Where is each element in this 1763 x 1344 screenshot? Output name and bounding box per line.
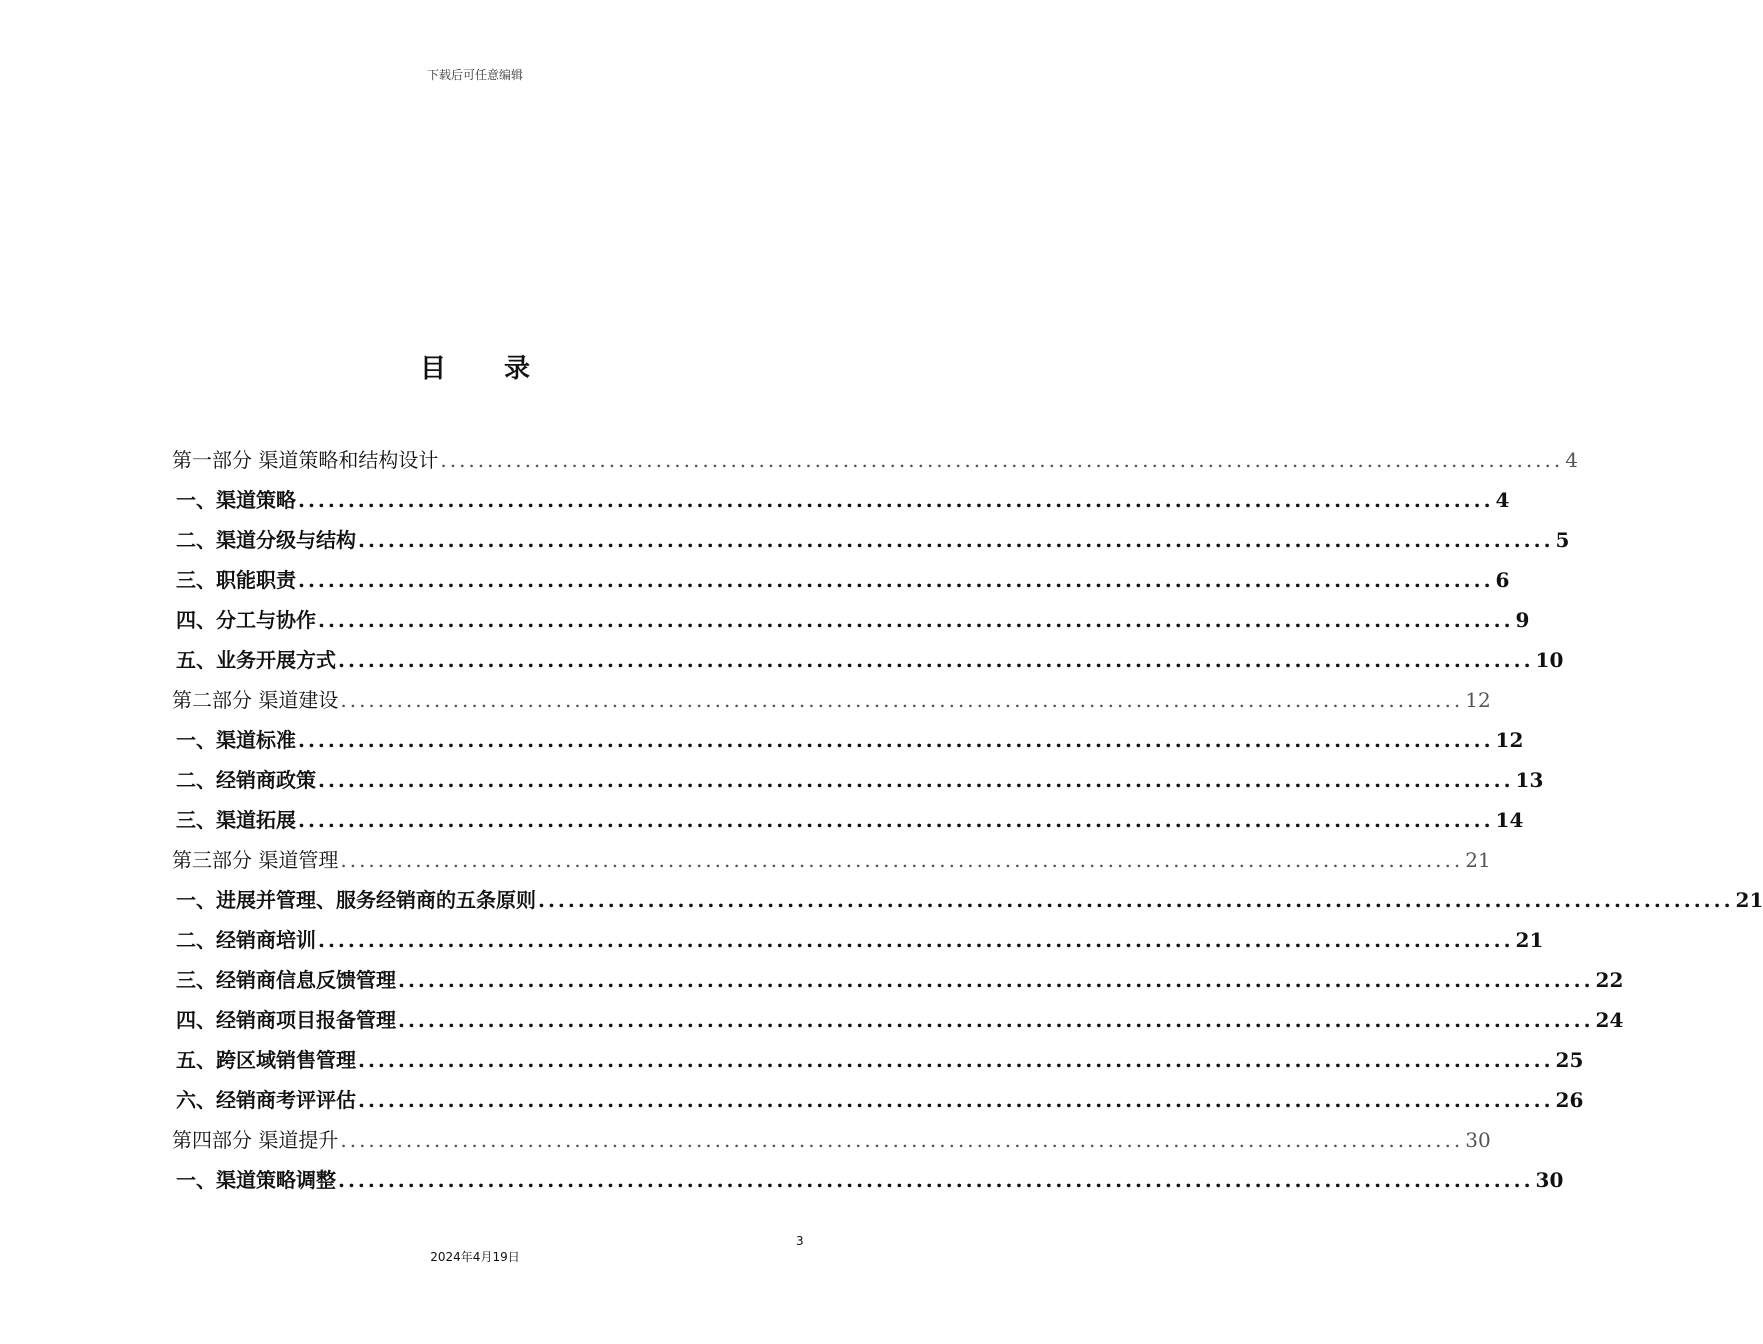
toc-entry-label: 四、分工与协作: [176, 608, 316, 632]
toc-leader-dots: ........................................................................................................................: [298, 568, 1494, 592]
toc-leader-dots: ........................................................................................................................: [298, 808, 1494, 832]
toc-section-entry[interactable]: [172, 880, 1763, 920]
toc-entry-page: 14: [1495, 808, 1524, 832]
toc-leader-dots: ........................................................................................................................: [398, 968, 1594, 992]
toc-entry-label: 一、渠道标准: [176, 728, 296, 752]
toc-entry-label: 一、渠道策略: [176, 488, 296, 512]
toc-entry-page: 30: [1535, 1168, 1564, 1192]
toc-section-entry[interactable]: [172, 1000, 1624, 1040]
toc-entry-label: 五、跨区域销售管理: [176, 1048, 356, 1072]
toc-entry-page: 12: [1465, 688, 1491, 712]
page-number: 3: [796, 1234, 804, 1248]
toc-entry-label: 第一部分 渠道策略和结构设计: [172, 448, 439, 472]
toc-leader-dots: ........................................................................................................................: [340, 848, 1464, 872]
toc-entry-label: 六、经销商考评评估: [176, 1088, 356, 1112]
toc-entry-label: 第二部分 渠道建设: [172, 688, 339, 712]
toc-leader-dots: ........................................................................................................................: [340, 688, 1464, 712]
toc-section-entry[interactable]: [172, 640, 1564, 680]
toc-entry-page: 9: [1515, 608, 1530, 632]
table-of-contents: [172, 440, 1763, 1200]
toc-section-entry[interactable]: [172, 760, 1544, 800]
toc-entry-label: 二、经销商政策: [176, 768, 316, 792]
toc-leader-dots: ........................................................................................................................: [338, 648, 1534, 672]
toc-part-entry[interactable]: [172, 1120, 1491, 1160]
toc-entry-page: 21: [1515, 928, 1544, 952]
toc-section-entry[interactable]: [172, 520, 1570, 560]
toc-entry-page: 21: [1735, 888, 1763, 912]
toc-entry-page: 4: [1565, 448, 1578, 472]
toc-leader-dots: ........................................................................................................................: [318, 928, 1514, 952]
toc-entry-label: 三、渠道拓展: [176, 808, 296, 832]
toc-entry-page: 22: [1595, 968, 1624, 992]
toc-leader-dots: ........................................................................................................................: [338, 1168, 1534, 1192]
toc-leader-dots: ........................................................................................................................: [318, 608, 1514, 632]
toc-leader-dots: ........................................................................................................................: [358, 528, 1554, 552]
toc-part-entry[interactable]: [172, 840, 1491, 880]
toc-section-entry[interactable]: [172, 560, 1510, 600]
page-header: 下载后可任意编辑: [426, 68, 523, 82]
toc-section-entry[interactable]: [172, 1160, 1564, 1200]
toc-entry-label: 第三部分 渠道管理: [172, 848, 339, 872]
toc-section-entry[interactable]: [172, 720, 1524, 760]
toc-section-entry[interactable]: [172, 1080, 1584, 1120]
toc-section-entry[interactable]: [172, 600, 1530, 640]
toc-title: [0, 348, 950, 385]
toc-part-entry[interactable]: [172, 680, 1491, 720]
toc-section-entry[interactable]: [172, 960, 1624, 1000]
page-footer-date: 2024年4月19日: [430, 1250, 520, 1264]
toc-leader-dots: ........................................................................................................................: [538, 888, 1734, 912]
toc-entry-page: 13: [1515, 768, 1544, 792]
toc-section-entry[interactable]: [172, 920, 1544, 960]
toc-entry-page: 26: [1555, 1088, 1584, 1112]
toc-entry-label: 第四部分 渠道提升: [172, 1128, 339, 1152]
toc-leader-dots: ........................................................................................................................: [298, 488, 1494, 512]
toc-leader-dots: ........................................................................................................................: [298, 728, 1494, 752]
toc-entry-page: 4: [1495, 488, 1510, 512]
toc-entry-page: 12: [1495, 728, 1524, 752]
toc-entry-page: 30: [1465, 1128, 1491, 1152]
toc-title-char-2: 录: [504, 354, 531, 384]
toc-leader-dots: ........................................................................................................................: [440, 448, 1564, 472]
toc-section-entry[interactable]: [172, 1040, 1584, 1080]
toc-leader-dots: ........................................................................................................................: [358, 1048, 1554, 1072]
toc-leader-dots: ........................................................................................................................: [340, 1128, 1464, 1152]
toc-entry-label: 五、业务开展方式: [176, 648, 336, 672]
toc-section-entry[interactable]: [172, 480, 1510, 520]
toc-leader-dots: ........................................................................................................................: [318, 768, 1514, 792]
toc-entry-page: 24: [1595, 1008, 1624, 1032]
toc-section-entry[interactable]: [172, 800, 1524, 840]
toc-entry-label: 四、经销商项目报备管理: [176, 1008, 396, 1032]
toc-leader-dots: ........................................................................................................................: [358, 1088, 1554, 1112]
toc-entry-label: 三、经销商信息反馈管理: [176, 968, 396, 992]
toc-entry-label: 三、职能职责: [176, 568, 296, 592]
toc-entry-label: 一、进展并管理、服务经销商的五条原则: [176, 888, 536, 912]
toc-entry-label: 二、渠道分级与结构: [176, 528, 356, 552]
toc-entry-page: 5: [1555, 528, 1570, 552]
toc-title-char-1: 目: [419, 354, 446, 384]
toc-entry-page: 10: [1535, 648, 1564, 672]
toc-entry-label: 二、经销商培训: [176, 928, 316, 952]
toc-leader-dots: ........................................................................................................................: [398, 1008, 1594, 1032]
toc-part-entry[interactable]: [172, 440, 1578, 480]
toc-entry-label: 一、渠道策略调整: [176, 1168, 336, 1192]
toc-entry-page: 6: [1495, 568, 1510, 592]
toc-entry-page: 21: [1465, 848, 1491, 872]
toc-entry-page: 25: [1555, 1048, 1584, 1072]
